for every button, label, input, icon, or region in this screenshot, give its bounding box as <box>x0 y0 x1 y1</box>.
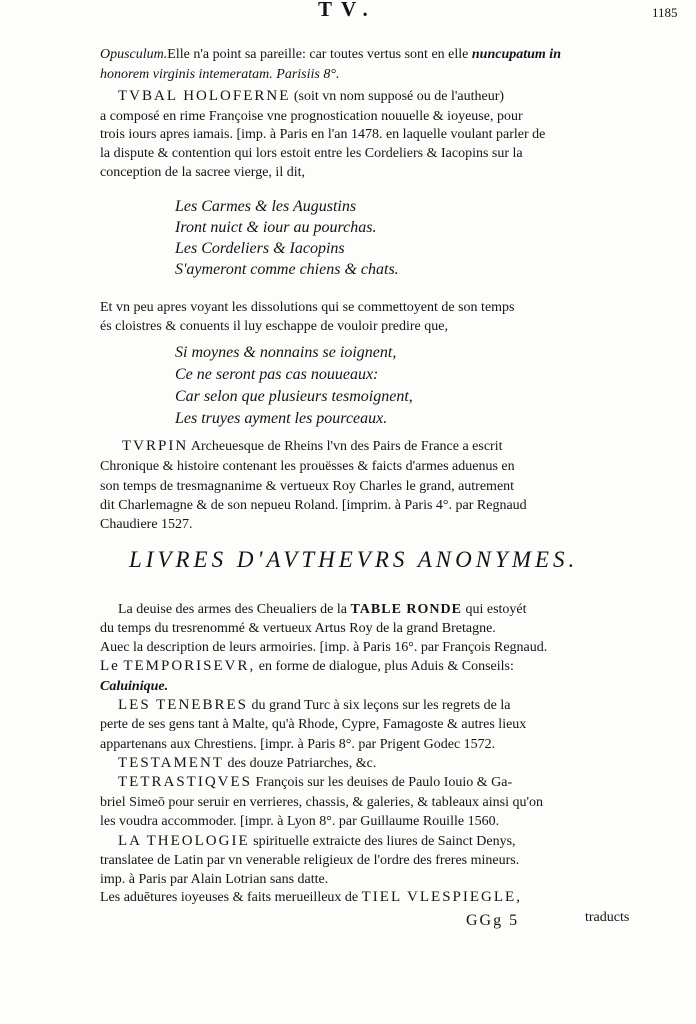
tenebres-line-3: appartenans aux Chrestiens. [impr. à Paris 8°. par Prigent Godec 1572. <box>100 737 496 752</box>
tubal-line-3: trois iours apres iamais. [imp. à Paris en l'an 1478. en laquelle voulant parler de <box>100 127 546 142</box>
testament-name: TESTAMENT <box>118 755 224 771</box>
tubal-line-4: la dispute & contention qui lors estoit entre les Cordeliers & Iacopins sur la <box>100 146 523 161</box>
theologie-text-1: spirituelle extraicte des liures de Sainct Denys, <box>253 834 516 849</box>
catchword: traducts <box>585 910 630 925</box>
tableronde-line-1 <box>118 601 527 618</box>
tetrastiques-line-3: les voudra accommoder. [impr. à Lyon 8°. par Guillaume Rouille 1560. <box>100 814 500 829</box>
turpin-line-5: Chaudiere 1527. <box>100 517 193 532</box>
testament-text-1: des douze Patriarches, &c. <box>227 756 377 771</box>
running-head: TV. <box>318 0 377 21</box>
tetrastiques-line-2: briel Simeō pour seruir en verrieres, chassis, & galeries, & tableaux ainsi qu'on <box>100 795 544 810</box>
turpin-name: TVRPIN <box>122 438 189 454</box>
tubal-line-5: conception de la sacree vierge, il dit, <box>100 165 305 180</box>
tiel-text-1: Les aduētures ioyeuses & faits merueilleux de <box>100 890 359 905</box>
temporiseur-line-2: Caluinique. <box>100 679 169 694</box>
tubal-line-2: a composé en rime Françoise vne prognostication nouuelle & ioyeuse, pour <box>100 109 523 124</box>
temporiseur-line-1 <box>100 658 514 675</box>
temporiseur-prefix: Le <box>100 658 120 674</box>
turpin-line-3: son temps de tresmagnanime & vertueux Roy Charles le grand, autrement <box>100 479 515 494</box>
tenebres-line-2: perte de ses gens tant à Malte, qu'à Rhode, Cypre, Famagoste & autres lieux <box>100 717 527 732</box>
tetrastiques-line-1 <box>118 774 512 791</box>
verse1-line-3: Les Cordeliers & Iacopins <box>175 240 345 257</box>
tubal-name: TVBAL HOLOFERNE <box>118 88 291 104</box>
temporiseur-text-1: en forme de dialogue, plus Aduis & Conseils: <box>258 659 514 674</box>
signature-mark: GGg 5 <box>466 912 520 929</box>
tubal-line-7: és cloistres & conuents il luy eschappe de vouloir predire que, <box>100 319 448 334</box>
theologie-line-2: translatee de Latin par vn venerable religieux de l'ordre des freres mineurs. <box>100 853 520 868</box>
theologie-line-1 <box>118 833 516 850</box>
turpin-line-2: Chronique & histoire contenant les prouësses & faicts d'armes aduenus en <box>100 459 515 474</box>
tetrastiques-text-1: François sur les deuises de Paulo Iouio & Ga- <box>255 775 513 790</box>
theologie-line-3: imp. à Paris par Alain Lotrian sans datte. <box>100 872 329 887</box>
tv-opusculum: Opusculum. <box>100 47 168 62</box>
tableronde-name: TABLE RONDE <box>350 602 462 617</box>
temporiseur-name: TEMPORISEVR, <box>123 658 256 674</box>
verse1-line-1: Les Carmes & les Augustins <box>175 198 357 215</box>
tableronde-text-a: La deuise des armes des Cheualiers de la <box>118 602 347 617</box>
verse2-line-1: Si moynes & nonnains se ioignent, <box>175 344 397 361</box>
tv-text: Elle n'a point sa pareille: car toutes vertus sont en elle <box>167 47 469 62</box>
tubal-line-1 <box>118 88 504 105</box>
tenebres-text-1: du grand Turc à six leçons sur les regrets de la <box>251 698 511 713</box>
tiel-name: TIEL VLESPIEGLE, <box>361 889 522 905</box>
tiel-line-1 <box>100 889 522 906</box>
tableronde-line-3: Auec la description de leurs armoiries. [imp. à Paris 16°. par François Regnaud. <box>100 640 548 655</box>
page-number: 1185 <box>652 5 678 20</box>
verse2-line-3: Car selon que plusieurs tesmoignent, <box>175 388 413 405</box>
section-heading: LIVRES D'AVTHEVRS ANONYMES. <box>129 547 579 572</box>
tv-line-2: honorem virginis intemeratam. Parisiis 8°. <box>100 67 340 82</box>
tableronde-text-b: qui estoyét <box>465 602 527 617</box>
tv-line-1 <box>100 46 561 63</box>
turpin-line-4: dit Charlemagne & de son nepueu Roland. [imprim. à Paris 4°. par Regnaud <box>100 498 527 513</box>
tetrastiques-name: TETRASTIQVES <box>118 774 252 790</box>
turpin-text-1: Archeuesque de Rheins l'vn des Pairs de France a escrit <box>190 439 503 454</box>
tv-nuncupatum: nuncupatum in <box>471 47 561 62</box>
tubal-line-6: Et vn peu apres voyant les dissolutions qui se commettoyent de son temps <box>100 300 515 315</box>
verse1-line-4: S'aymeront comme chiens & chats. <box>175 261 399 278</box>
verse2-line-2: Ce ne seront pas cas nouueaux: <box>175 366 379 383</box>
tenebres-line-1 <box>118 697 510 714</box>
tubal-text-1: (soit vn nom supposé ou de l'autheur) <box>293 89 505 104</box>
verse1-line-2: Iront nuict & iour au pourchas. <box>175 219 377 236</box>
verse2-line-4: Les truyes ayment les pourceaux. <box>175 410 388 427</box>
testament-line-1 <box>118 755 376 772</box>
theologie-name: LA THEOLOGIE <box>118 833 250 849</box>
tableronde-line-2: du temps du tresrenommé & vertueux Artus Roy de la grand Bretagne. <box>100 621 496 636</box>
tenebres-name: LES TENEBRES <box>118 697 248 713</box>
turpin-line-1 <box>122 438 503 455</box>
